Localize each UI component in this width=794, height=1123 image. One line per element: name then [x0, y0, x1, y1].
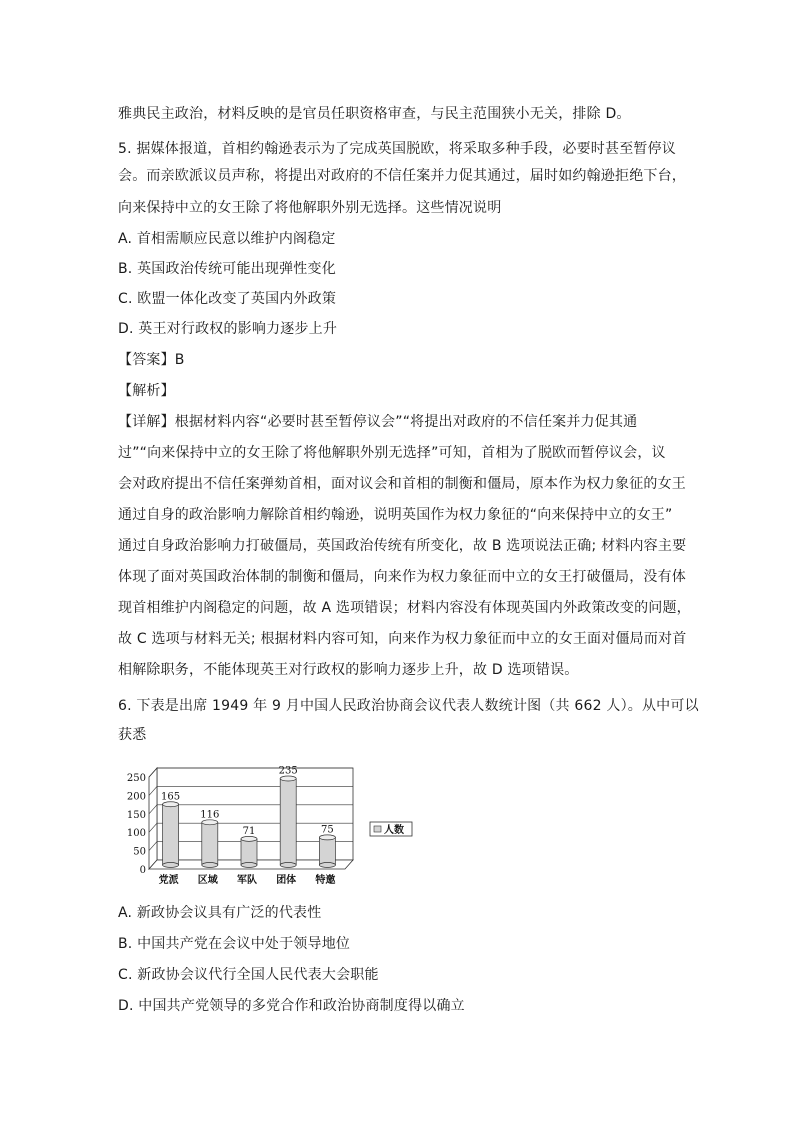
q5-detail-9: 相解除职务，不能体现英王对行政权的影响力逐步上升，故 D 选项错误。 [118, 662, 579, 678]
q6-option-b: B. 中国共产党在会议中处于领导地位 [118, 936, 351, 952]
q5-detail-7: 现首相维护内阁稳定的问题，故 A 选项错误；材料内容没有体现英国内外政策改变的问题， [118, 600, 691, 616]
q5-answer: 【答案】B [118, 352, 185, 368]
bar-chart-svg [118, 762, 418, 892]
data-label: 235 [278, 765, 298, 777]
bar-团体 [280, 779, 296, 865]
x-tick-label: 党派 [158, 875, 179, 886]
q5-detail-6: 体现了面对英国政治体制的制衡和僵局，向来作为权力象征而中立的女王打破僵局，没有体 [118, 569, 686, 585]
q6-stem-2: 获悉 [118, 727, 147, 743]
x-tick-label: 军队 [237, 875, 257, 886]
q5-detail-8: 故 C 选项与材料无关; 根据材料内容可知，向来作为权力象征而中立的女王面对僵局而对首 [118, 631, 687, 647]
bar-top [319, 835, 335, 840]
q5-detail-2: 过”“向来保持中立的女王除了将他解职外别无选择”可知，首相为了脱欧而暂停议会，议 [118, 445, 666, 461]
y-tick-label: 50 [133, 846, 146, 858]
y-tick-label: 200 [126, 791, 146, 803]
delegate-count-chart [118, 762, 418, 892]
bar-top [202, 820, 218, 825]
q5-detail-4: 通过自身的政治影响力解除首相约翰逊，说明英国作为权力象征的“向来保持中立的女王” [118, 507, 673, 523]
legend-label: 人数 [384, 825, 404, 836]
data-label: 165 [161, 791, 181, 803]
q5-stem-2: 会。而亲欧派议员声称，将提出对政府的不信任案并力促其通过，届时如约翰逊拒绝下台， [118, 168, 686, 184]
bar-top [163, 802, 179, 807]
data-label: 75 [321, 824, 334, 836]
bar-base [319, 863, 335, 868]
q5-detail-1: 【详解】根据材料内容“必要时甚至暂停议会”“将提出对政府的不信任案并力促其通 [118, 414, 638, 430]
q5-stem-3: 向来保持中立的女王除了将他解职外别无选择。这些情况说明 [118, 200, 502, 216]
x-tick-label: 特邀 [315, 875, 336, 886]
prev-answer-tail: 雅典民主政治，材料反映的是官员任职资格审查，与民主范围狭小无关，排除 D。 [118, 106, 631, 122]
data-label: 116 [200, 809, 220, 821]
y-tick-label: 150 [126, 809, 146, 821]
bar-top [280, 776, 296, 781]
bar-base [241, 863, 257, 868]
bar-base [280, 863, 296, 868]
q5-detail-3: 会对政府提出不信任案弹劾首相，面对议会和首相的制衡和僵局，原本作为权力象征的女王 [118, 476, 686, 492]
q5-detail-5: 通过自身政治影响力打破僵局，英国政治传统有所变化，故 B 选项说法正确; 材料内容主要 [118, 538, 687, 554]
data-label: 71 [242, 825, 256, 837]
q6-option-c: C. 新政协会议代行全国人民代表大会职能 [118, 967, 379, 983]
bar-base [202, 863, 218, 868]
chart-side-wall [149, 768, 157, 869]
x-tick-label: 区域 [197, 875, 218, 886]
q5-stem-1: 5. 据媒体报道，首相约翰逊表示为了完成英国脱欧，将采取多种手段，必要时甚至暂停议 [118, 141, 677, 157]
bar-党派 [163, 804, 179, 865]
y-tick-label: 0 [139, 865, 146, 876]
q6-stem-1: 6. 下表是出席 1949 年 9 月中国人民政治协商会议代表人数统计图（共 662 人）。从中可以 [118, 698, 699, 714]
q6-option-a: A. 新政协会议具有广泛的代表性 [118, 905, 322, 921]
y-tick-label: 250 [126, 773, 146, 784]
q6-option-d: D. 中国共产党领导的多党合作和政治协商制度得以确立 [118, 998, 465, 1014]
q5-option-a: A. 首相需顺应民意以维护内阁稳定 [118, 231, 336, 247]
bar-特邀 [319, 837, 335, 865]
bar-base [163, 863, 179, 868]
y-tick-label: 100 [126, 828, 146, 840]
bar-top [241, 836, 257, 841]
q5-analysis-heading: 【解析】 [118, 383, 175, 399]
bar-区域 [202, 822, 218, 865]
x-tick-label: 团体 [276, 875, 297, 886]
q5-option-b: B. 英国政治传统可能出现弹性变化 [118, 261, 336, 277]
q5-option-d: D. 英王对行政权的影响力逐步上升 [118, 321, 338, 337]
q5-option-c: C. 欧盟一体化改变了英国内外政策 [118, 291, 337, 307]
bar-军队 [241, 839, 257, 865]
legend-swatch [374, 826, 381, 832]
